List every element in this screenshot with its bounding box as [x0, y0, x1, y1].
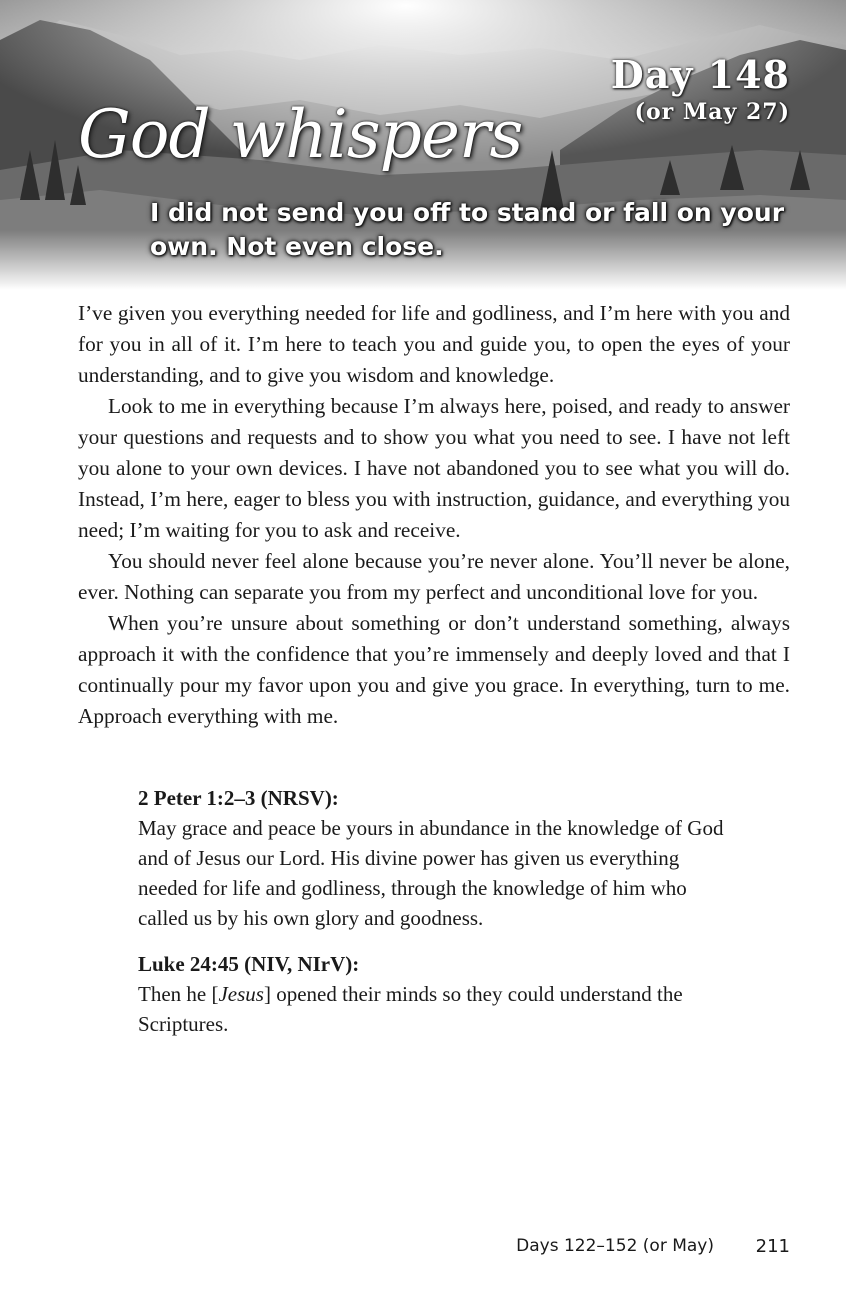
scripture-reference: 2 Peter 1:2–3 (NRSV): — [138, 786, 339, 810]
day-title: Day 148 — [610, 52, 790, 97]
scripture-references — [138, 783, 738, 1055]
scripture-block — [138, 949, 738, 1039]
body-paragraph: When you’re unsure about something or don’t understand something, always approach it with the confidence that you’re immensely and deeply loved and that I continually pour my favor upon you and give you grace. In everything, turn to me. Approach everything with me. — [78, 611, 790, 728]
headline: I did not send you off to stand or fall on your own. Not even close. — [150, 198, 785, 261]
scripture-reference: Luke 24:45 (NIV, NIrV): — [138, 952, 360, 976]
scripture-text-before: Then he [ — [138, 982, 219, 1006]
header-banner — [0, 0, 846, 290]
brand-logo: God whispers — [78, 96, 523, 173]
scripture-text-italic: Jesus — [218, 982, 264, 1006]
scripture-text — [138, 979, 738, 1039]
scripture-text-after: ] opened their minds so they could understand the Scriptures. — [138, 982, 683, 1036]
scripture-text: May grace and peace be yours in abundance in the knowledge of God and of Jesus our Lord. His divine power has given us everything needed for life and godliness, through the knowledge of him who called us by his own glory and goodness. — [138, 816, 724, 930]
body-paragraph: You should never feel alone because you’re never alone. You’ll never be alone, ever. Nothing can separate you from my perfect and unconditional love for you. — [78, 549, 790, 604]
body-paragraph: Look to me in everything because I’m always here, poised, and ready to answer your questions and requests and to show you what you need to see. I have not left you alone to your own devices. I have not abandoned you to see what you will do. Instead, I’m here, eager to bless you with instruction, guidance, and everything you need; I’m waiting for you to ask and receive. — [78, 394, 790, 542]
devotional-body — [78, 298, 790, 732]
body-paragraph: I’ve given you everything needed for life and godliness, and I’m here with you and for you in all of it. I’m here to teach you and guide you, to open the eyes of your understanding, and to give you wisdom and knowledge. — [78, 301, 790, 387]
page-number: 211 — [755, 1236, 790, 1257]
footer-section-range: Days 122–152 (or May) — [516, 1236, 714, 1256]
scripture-block — [138, 783, 738, 933]
day-subtitle: (or May 27) — [634, 99, 790, 125]
